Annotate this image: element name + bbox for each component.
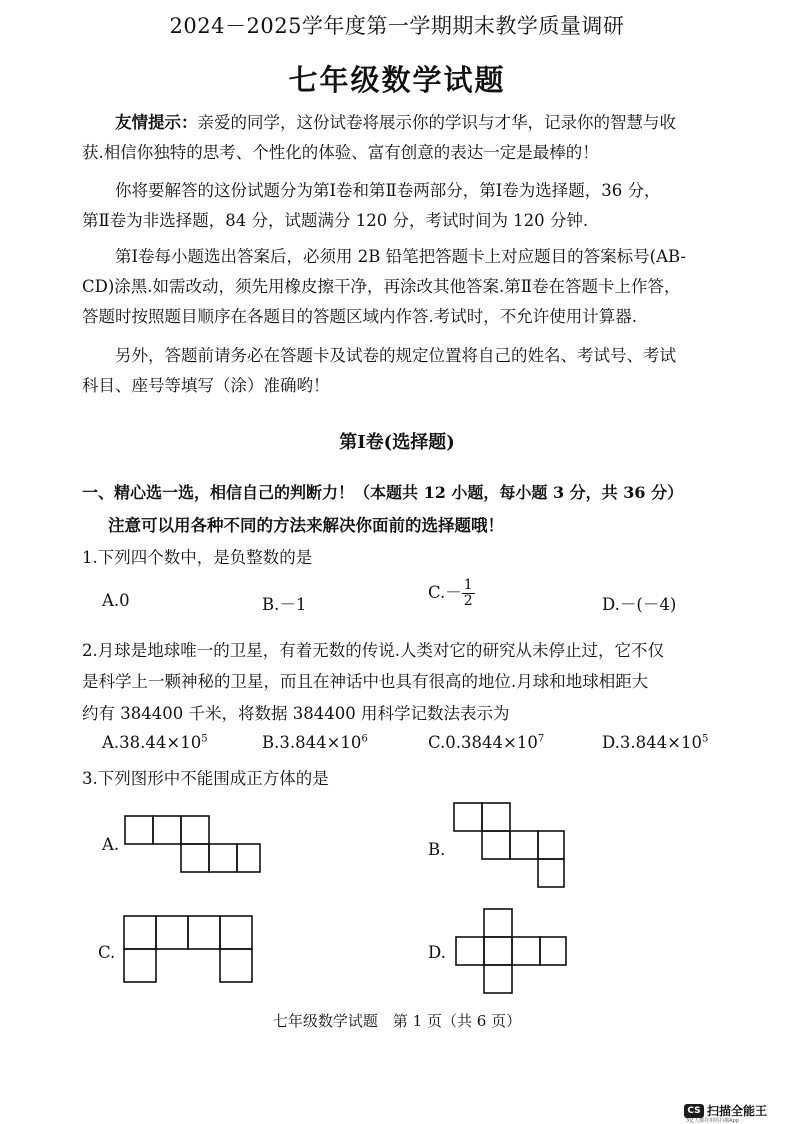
- exponent: 5: [701, 733, 709, 745]
- intro-paragraph-4: [82, 341, 752, 401]
- cube-net-c: [120, 912, 260, 986]
- cube-net-b: [448, 800, 568, 892]
- fraction: [462, 578, 475, 609]
- intro-paragraph-1: [82, 108, 752, 168]
- q2-option-d: [602, 733, 708, 752]
- q3-stem: 3.下列图形中不能围成正方体的是: [82, 769, 329, 788]
- intro-p2-line1: 你将要解答的这份试题分为第Ⅰ卷和第Ⅱ卷两部分，第Ⅰ卷为选择题，36 分，: [115, 181, 661, 200]
- part-note: 注意可以用各种不同的方法来解决你面前的选择题哦！: [108, 516, 504, 535]
- part-heading: 一、精心选一选，相信自己的判断力！（本题共 12 小题，每小题 3 分，共 36 分）: [82, 483, 684, 502]
- q1-option-b: B.－1: [262, 595, 307, 614]
- q2-option-a-base: A.38.44×10: [102, 733, 202, 752]
- q3-label-c: C.: [98, 943, 116, 962]
- fraction-denominator: 2: [463, 593, 473, 609]
- q1-stem: 1.下列四个数中，是负整数的是: [82, 548, 313, 567]
- q3-label-a: A.: [102, 835, 120, 854]
- intro-p4-line1: 另外，答题前请务必在答题卡及试卷的规定位置将自己的姓名、考试号、考试: [115, 346, 676, 365]
- intro-p2-line2: 第Ⅱ卷为非选择题，84 分，试题满分 120 分，考试时间为 120 分钟.: [82, 211, 589, 230]
- intro-p1-line1: 亲爱的同学，这份试卷将展示你的学识与才华，记录你的智慧与收: [197, 113, 676, 132]
- q2-line3: 约有 384400 千米，将数据 384400 用科学记数法表示为: [82, 704, 510, 723]
- paper-title: 七年级数学试题: [288, 63, 506, 97]
- q2-option-b-base: B.3.844×10: [262, 733, 362, 752]
- cube-net-d: [452, 905, 572, 999]
- q3-label-d: D.: [428, 943, 446, 962]
- exam-title: 2024－2025学年度第一学期期末教学质量调研: [169, 14, 625, 38]
- q1-option-c-prefix: C.－: [428, 583, 462, 602]
- intro-p4-line2: 科目、座号等填写（涂）准确哟！: [82, 376, 330, 395]
- intro-paragraph-3: [82, 242, 752, 332]
- page-footer: 七年级数学试题 第 1 页（共 6 页）: [272, 1012, 522, 1030]
- q2-line1: 2.月球是地球唯一的卫星，有着无数的传说.人类对它的研究从未停止过，它不仅: [82, 641, 664, 660]
- q2-option-c-base: C.0.3844×10: [428, 733, 538, 752]
- q1-option-c: [428, 578, 475, 609]
- scanner-name: 扫描全能王: [707, 1104, 768, 1118]
- exponent: 7: [537, 733, 545, 745]
- q1-option-d: D.－(－4): [602, 595, 677, 614]
- intro-p3-line2: CD)涂黑.如需改动，须先用橡皮擦干净，再涂改其他答案.第Ⅱ卷在答题卡上作答，: [82, 277, 681, 296]
- intro-p1-line2: 获.相信你独特的思考、个性化的体验、富有创意的表达一定是最棒的！: [82, 143, 599, 162]
- q1-option-a: A.0: [102, 591, 130, 610]
- fraction-numerator: 1: [463, 577, 473, 593]
- q2-option-c: [428, 733, 544, 752]
- scanner-tagline: 3亿人都在用的扫描App: [686, 1118, 739, 1124]
- q2-line2: 是科学上一颗神秘的卫星，而且在神话中也具有很高的地位.月球和地球相距大: [82, 672, 649, 691]
- exponent: 5: [201, 733, 208, 745]
- exponent: 6: [361, 733, 368, 745]
- intro-lead: 友情提示：: [115, 113, 198, 132]
- q2-option-d-base: D.3.844×10: [602, 733, 702, 752]
- q3-label-b: B.: [428, 840, 446, 859]
- intro-paragraph-2: [82, 176, 752, 236]
- intro-p3-line3: 答题时按照题目顺序在各题目的答题区域内作答.考试时，不允许使用计算器.: [82, 307, 637, 326]
- scanner-logo-icon: CS: [684, 1104, 704, 1118]
- q2-option-a: [102, 733, 208, 752]
- intro-p3-line1: 第Ⅰ卷每小题选出答案后，必须用 2B 铅笔把答题卡上对应题目的答案标号(AB-: [115, 247, 686, 266]
- section-title: 第Ⅰ卷(选择题): [339, 432, 455, 453]
- cube-net-a: [120, 812, 265, 876]
- q2-option-b: [262, 733, 368, 752]
